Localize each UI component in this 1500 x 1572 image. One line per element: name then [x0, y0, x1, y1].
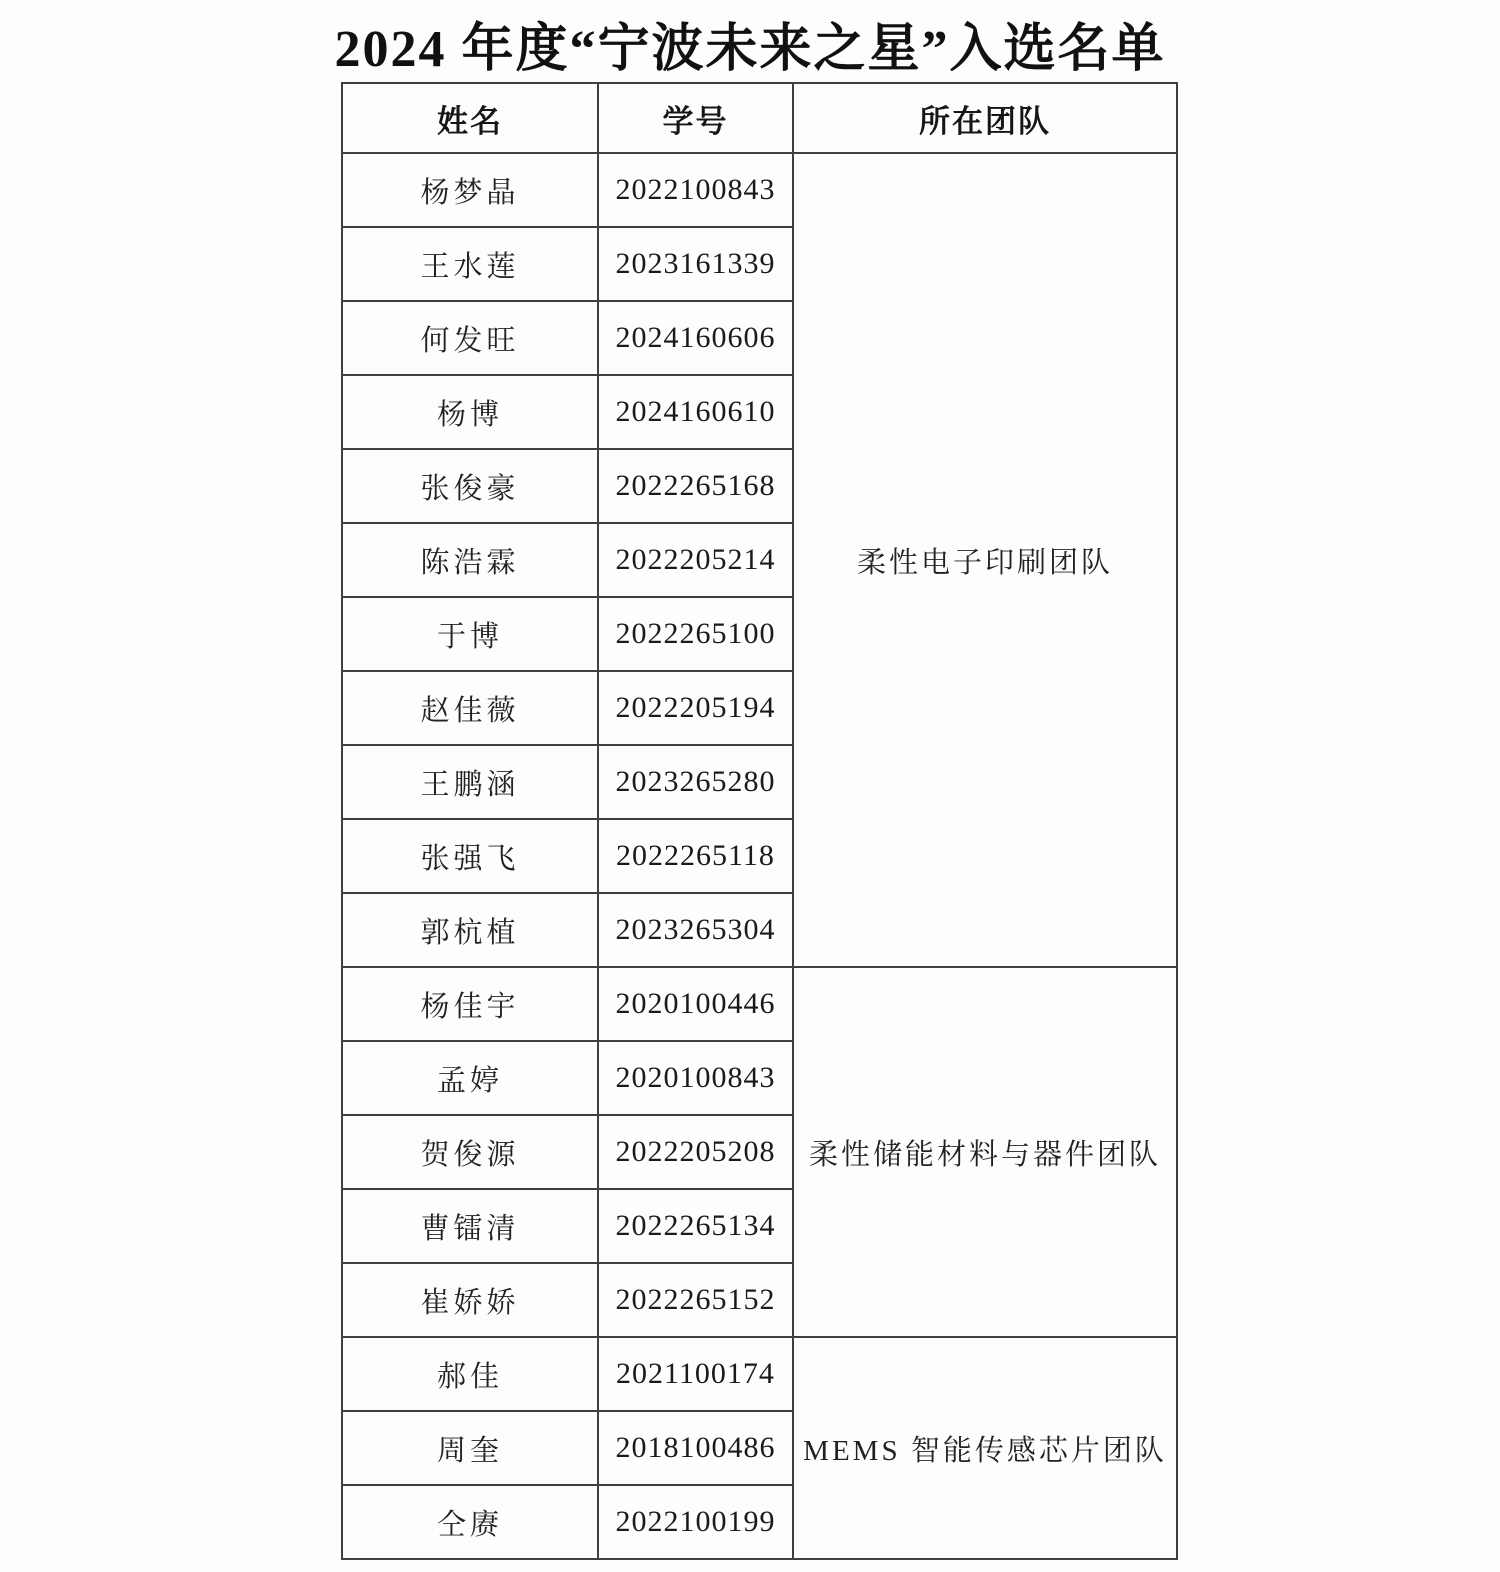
student-id-cell: 2020100446 — [598, 967, 793, 1041]
name-cell: 王鹏涵 — [342, 745, 598, 819]
student-id-cell: 2022100843 — [598, 153, 793, 227]
student-id-cell: 2023265304 — [598, 893, 793, 967]
name-cell: 仝赓 — [342, 1485, 598, 1559]
student-id-cell: 2022205214 — [598, 523, 793, 597]
name-cell: 郭杭植 — [342, 893, 598, 967]
name-cell: 郝佳 — [342, 1337, 598, 1411]
student-id-cell: 2024160610 — [598, 375, 793, 449]
table-row — [342, 1337, 1177, 1411]
name-cell: 陈浩霖 — [342, 523, 598, 597]
student-id-cell: 2022265100 — [598, 597, 793, 671]
team-cell: MEMS 智能传感芯片团队 — [793, 1337, 1177, 1559]
student-id-cell: 2022265134 — [598, 1189, 793, 1263]
name-cell: 赵佳薇 — [342, 671, 598, 745]
name-cell: 崔娇娇 — [342, 1263, 598, 1337]
student-id-cell: 2024160606 — [598, 301, 793, 375]
name-cell: 何发旺 — [342, 301, 598, 375]
roster-table — [341, 82, 1178, 1560]
table-row — [342, 153, 1177, 227]
name-cell: 孟婷 — [342, 1041, 598, 1115]
name-cell: 于博 — [342, 597, 598, 671]
student-id-cell: 2023161339 — [598, 227, 793, 301]
header-row — [342, 83, 1177, 153]
student-id-cell: 2021100174 — [598, 1337, 793, 1411]
name-cell: 王水莲 — [342, 227, 598, 301]
student-id-cell: 2018100486 — [598, 1411, 793, 1485]
team-cell: 柔性储能材料与器件团队 — [793, 967, 1177, 1337]
student-id-cell: 2023265280 — [598, 745, 793, 819]
student-id-cell: 2022205208 — [598, 1115, 793, 1189]
student-id-cell: 2020100843 — [598, 1041, 793, 1115]
header-name: 姓名 — [342, 83, 598, 153]
header-student-id: 学号 — [598, 83, 793, 153]
team-cell: 柔性电子印刷团队 — [793, 153, 1177, 967]
student-id-cell: 2022265118 — [598, 819, 793, 893]
name-cell: 周奎 — [342, 1411, 598, 1485]
student-id-cell: 2022100199 — [598, 1485, 793, 1559]
student-id-cell: 2022265152 — [598, 1263, 793, 1337]
student-id-cell: 2022265168 — [598, 449, 793, 523]
name-cell: 张强飞 — [342, 819, 598, 893]
table-body — [342, 153, 1177, 1559]
header-team: 所在团队 — [793, 83, 1177, 153]
table-row — [342, 967, 1177, 1041]
page-title: 2024 年度“宁波未来之星”入选名单 — [334, 21, 1166, 78]
student-id-cell: 2022205194 — [598, 671, 793, 745]
name-cell: 贺俊源 — [342, 1115, 598, 1189]
name-cell: 杨梦晶 — [342, 153, 598, 227]
name-cell: 杨博 — [342, 375, 598, 449]
name-cell: 曹镭清 — [342, 1189, 598, 1263]
name-cell: 张俊豪 — [342, 449, 598, 523]
name-cell: 杨佳宇 — [342, 967, 598, 1041]
